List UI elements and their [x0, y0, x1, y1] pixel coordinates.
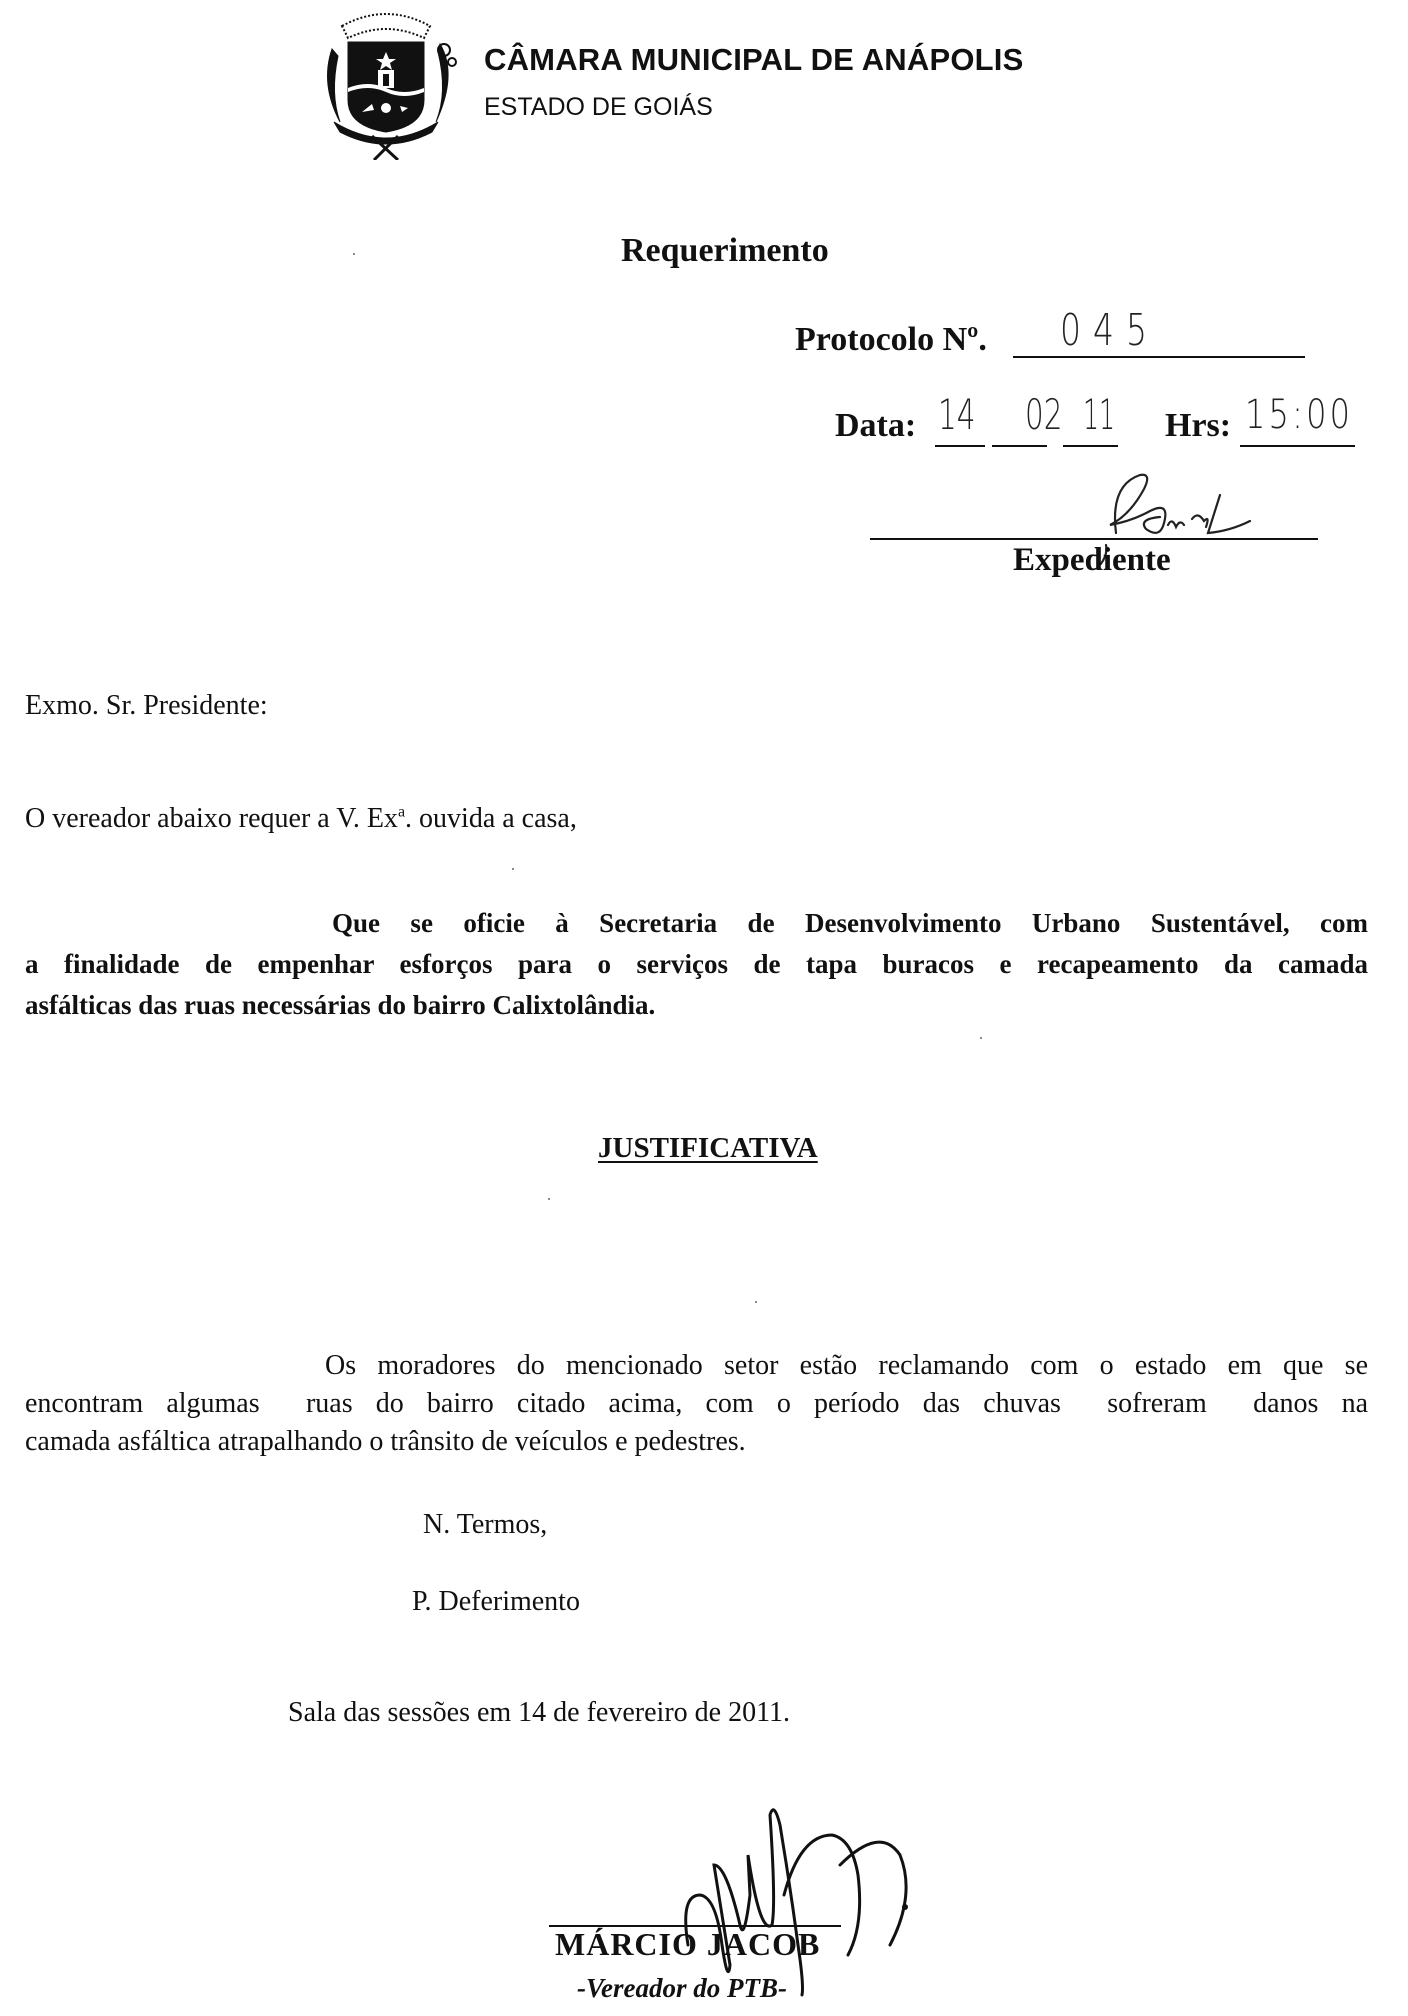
protocol-label: Protocolo Nº. [795, 321, 987, 358]
date-month-line [992, 445, 1047, 447]
closing-deferimento: P. Deferimento [412, 1586, 580, 1617]
request-intro-text: O vereador abaixo requer a V. Ex [25, 803, 398, 834]
date-year-line [1063, 445, 1118, 447]
protocol-field-line [1013, 356, 1305, 358]
date-year-value: 11 [1083, 390, 1116, 439]
coat-of-arms-icon [312, 4, 460, 160]
request-paragraph [25, 903, 1368, 1026]
request-line: Que se oficie à Secretaria de Desenvolvimento Urbano Sustentável, com [332, 908, 1368, 938]
justification-line: encontram algumas ruas do bairro citado acima, com o período das chuvas sofreram danos na [25, 1388, 1368, 1419]
request-intro [25, 803, 577, 835]
request-intro-text-end: . ouvida a casa, [405, 803, 577, 834]
scan-speck [512, 868, 514, 870]
justification-title: JUSTIFICATIVA [598, 1132, 818, 1164]
scan-speck [755, 1301, 757, 1303]
justification-line: camada asfáltica atrapalhando o trânsito de veículos e pedestres. [25, 1426, 746, 1457]
request-intro-superscript: a [397, 803, 406, 821]
org-name: CÂMARA MUNICIPAL DE ANÁPOLIS [484, 42, 1024, 77]
handwritten-signature-icon [680, 1795, 940, 2005]
scan-speck [980, 1037, 982, 1039]
justification-paragraph [25, 1347, 1368, 1461]
justification-line: Os moradores do mencionado setor estão reclamando com o estado em que se [325, 1350, 1368, 1381]
date-month-value: 02 [1025, 390, 1063, 439]
protocol-value: 045 [1060, 305, 1159, 356]
request-line: a finalidade de empenhar esforços para o serviços de tapa buracos e recapeamento da camada [25, 949, 1368, 979]
scan-speck [353, 253, 355, 255]
date-day-value: 14 [938, 390, 976, 439]
hours-label: Hrs: [1165, 407, 1232, 444]
expediente-label: Expediente [1013, 542, 1171, 578]
date-label: Data: [835, 407, 917, 444]
hours-field-line [1240, 445, 1355, 447]
signatory-role: -Vereador do PTB- [577, 1973, 787, 2003]
salutation: Exmo. Sr. Presidente: [25, 690, 268, 721]
org-state: ESTADO DE GOIÁS [484, 93, 713, 121]
closing-terms: N. Termos, [423, 1509, 548, 1540]
date-day-line [935, 445, 985, 447]
scan-speck [548, 1198, 550, 1200]
signatory-name: MÁRCIO JACOB [555, 1926, 821, 1962]
document-title: Requerimento [621, 232, 829, 269]
hours-value: 15:00 [1245, 392, 1354, 438]
session-date: Sala das sessões em 14 de fevereiro de 2011. [288, 1697, 791, 1728]
request-line: asfálticas das ruas necessárias do bairro Calixtolândia. [25, 990, 656, 1020]
